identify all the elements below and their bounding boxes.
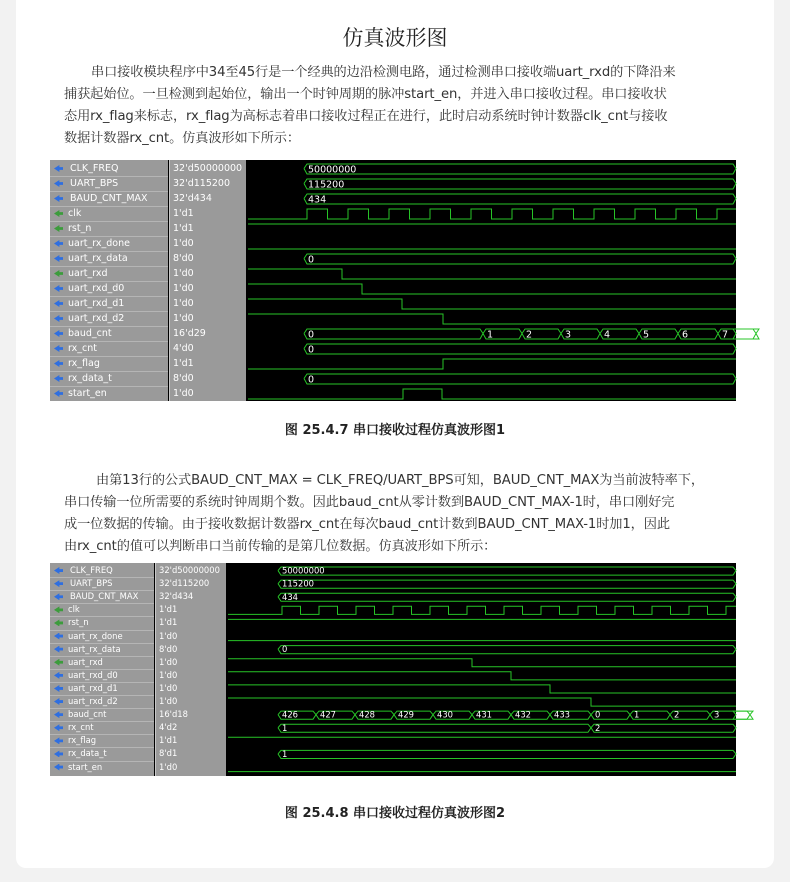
- bus-value-label: 4: [604, 329, 611, 341]
- bus-value-label: 2: [526, 329, 533, 341]
- signal-name: uart_rx_data: [68, 253, 128, 264]
- signal-name: uart_rx_done: [68, 238, 130, 249]
- bus-segment: [304, 329, 483, 339]
- bus-value-label: 4: [754, 709, 760, 720]
- bus-value-label: 434: [308, 194, 327, 206]
- signal-name: rx_data_t: [68, 373, 112, 384]
- signal-value: 32'd50000000: [173, 163, 243, 174]
- paragraph-1-line: 捕获起始位。一旦检测到起始位，输出一个时钟周期的脉冲start_en，并进入串口接收过程。串口接收状: [64, 87, 667, 102]
- signal-name: CLK_FREQ: [70, 163, 119, 174]
- signal-name: uart_rxd_d2: [68, 313, 125, 324]
- waveform-figure-2: [50, 563, 760, 776]
- signal-value: 32'd115200: [173, 178, 230, 189]
- bus-value-label: 427: [320, 709, 336, 720]
- bus-value-label: 2: [674, 709, 680, 720]
- signal-name: rst_n: [68, 223, 92, 234]
- bus-segment: [304, 374, 736, 384]
- bus-segment: [278, 750, 736, 758]
- bus-segment: [591, 724, 736, 732]
- signal-value: 1'd1: [173, 358, 194, 369]
- bus-value-label: 0: [282, 644, 288, 655]
- bus-value-label: 50000000: [282, 565, 325, 576]
- signal-trace: [228, 685, 736, 693]
- waveform-traces: [50, 160, 767, 401]
- signal-trace: [248, 389, 736, 399]
- signal-value: 1'd1: [159, 735, 178, 746]
- signal-value: 32'd434: [173, 193, 212, 204]
- signal-value: 1'd0: [173, 283, 194, 294]
- bus-value-label: 6: [682, 329, 689, 341]
- signal-value: 32'd434: [159, 591, 194, 602]
- signal-name: UART_BPS: [70, 178, 119, 189]
- signal-name: rx_cnt: [68, 722, 94, 733]
- signal-value: 1'd0: [173, 298, 194, 309]
- signal-value: 1'd0: [173, 268, 194, 279]
- signal-name: BAUD_CNT_MAX: [70, 591, 139, 602]
- bus-value-label: 2: [595, 722, 601, 733]
- signal-value: 8'd0: [173, 373, 194, 384]
- signal-name: baud_cnt: [68, 328, 112, 339]
- bus-value-label: 434: [282, 591, 298, 602]
- bus-value-label: 431: [476, 709, 492, 720]
- bus-value-label: 0: [308, 329, 315, 341]
- clk-trace: [228, 606, 736, 614]
- signal-value: 1'd0: [173, 238, 194, 249]
- signal-name: baud_cnt: [68, 709, 107, 720]
- bus-segment: [304, 344, 736, 354]
- bus-value-label: 430: [437, 709, 453, 720]
- paragraph-1: [64, 62, 736, 150]
- signal-value: 1'd1: [159, 604, 178, 615]
- signal-value: 1'd0: [159, 761, 178, 772]
- bus-segment: [304, 164, 736, 174]
- signal-value: 1'd0: [159, 669, 178, 680]
- signal-name: uart_rxd_d2: [68, 696, 118, 706]
- bus-value-label: 433: [554, 709, 570, 720]
- signal-name: uart_rx_data: [68, 643, 121, 654]
- signal-name: uart_rxd_d0: [68, 669, 118, 680]
- signal-trace: [248, 269, 736, 279]
- signal-value: 1'd0: [173, 313, 194, 324]
- figure-caption-1: 图 25.4.7 串口接收过程仿真波形图1: [284, 423, 506, 438]
- signal-name: uart_rx_done: [68, 630, 123, 641]
- paragraph-2-line: 串口传输一位所需要的系统时钟周期个数。因此baud_cnt从零计数到BAUD_CNT_MAX-1时，串口刚好完: [64, 495, 675, 510]
- signal-value: 8'd0: [173, 253, 194, 264]
- signal-name: clk: [68, 604, 80, 615]
- bus-value-label: 426: [282, 709, 298, 720]
- paragraph-1-line: 态用rx_flag来标志，rx_flag为高标志着串口接收过程正在进行，此时启动系统时钟计数器clk_cnt与接收: [64, 109, 668, 124]
- signal-trace: [248, 359, 736, 369]
- signal-name: rx_cnt: [68, 343, 97, 354]
- signal-trace: [228, 698, 736, 706]
- paragraph-2-line: 成一位数据的传输。由于接收数据计数器rx_cnt在每次baud_cnt计数到BAUD_CNT_MAX-1时加1，因此: [64, 517, 670, 532]
- paragraph-1-line: 数据计数器rx_cnt。仿真波形如下所示：: [64, 131, 300, 146]
- signal-value: 1'd0: [159, 656, 178, 667]
- bus-segment: [304, 194, 736, 204]
- signal-name: rx_flag: [68, 735, 97, 746]
- bus-value-label: 428: [359, 709, 375, 720]
- bus-value-label: 0: [308, 344, 315, 356]
- bus-value-label: 0: [308, 254, 315, 266]
- signal-name: start_en: [68, 761, 103, 772]
- bus-value-label: 3: [714, 709, 720, 720]
- signal-name: uart_rxd_d0: [68, 283, 125, 294]
- signal-value: 16'd29: [173, 328, 206, 339]
- paragraph-1-line: 串口接收模块程序中34至45行是一个经典的边沿检测电路，通过检测串口接收端uart_rxd的下降沿来: [91, 65, 676, 80]
- signal-value: 1'd0: [159, 630, 178, 641]
- signal-value: 4'd0: [173, 343, 194, 354]
- signal-name: UART_BPS: [70, 578, 113, 589]
- signal-value: 16'd18: [159, 709, 188, 720]
- signal-name: clk: [68, 208, 82, 219]
- signal-value: 8'd1: [159, 748, 178, 759]
- paragraph-2-line: 由第13行的公式BAUD_CNT_MAX = CLK_FREQ/UART_BPS可知，BAUD_CNT_MAX为当前波特率下，: [96, 473, 704, 488]
- bus-value-label: 8: [760, 329, 767, 341]
- signal-trace: [248, 284, 736, 294]
- bus-value-label: 3: [565, 329, 572, 341]
- signal-trace: [228, 672, 736, 680]
- signal-name: uart_rxd: [68, 656, 103, 667]
- signal-value: 1'd1: [173, 208, 194, 219]
- signal-trace: [228, 659, 736, 667]
- signal-value: 1'd1: [159, 617, 178, 628]
- signal-value: 1'd0: [173, 388, 194, 399]
- signal-name: CLK_FREQ: [70, 565, 113, 575]
- signal-name: rst_n: [68, 617, 89, 628]
- signal-name: uart_rxd_d1: [68, 682, 118, 693]
- clk-trace: [248, 209, 736, 219]
- signal-value: 1'd0: [159, 682, 178, 693]
- bus-segment: [278, 567, 736, 575]
- bus-segment: [304, 254, 736, 264]
- page-title: 仿真波形图: [342, 26, 448, 50]
- signal-value: 32'd50000000: [159, 565, 220, 575]
- signal-name: rx_flag: [68, 358, 100, 369]
- bus-value-label: 432: [515, 709, 531, 720]
- signal-value: 4'd2: [159, 722, 178, 733]
- bus-value-label: 5: [643, 329, 650, 341]
- bus-segment: [278, 724, 591, 732]
- signal-value: 8'd0: [159, 643, 178, 654]
- waveform-figure-1: [50, 160, 767, 401]
- signal-name: rx_data_t: [68, 748, 107, 759]
- bus-value-label: 50000000: [308, 164, 357, 176]
- bus-segment: [278, 593, 736, 601]
- signal-value: 1'd1: [173, 223, 194, 234]
- bus-segment: [304, 179, 736, 189]
- signal-name: BAUD_CNT_MAX: [70, 193, 148, 204]
- bus-value-label: 1: [282, 722, 288, 733]
- bus-segment: [278, 580, 736, 588]
- paragraph-2-line: 由rx_cnt的值可以判断串口当前传输的是第几位数据。仿真波形如下所示：: [64, 539, 497, 554]
- signal-trace: [248, 299, 736, 309]
- bus-value-label: 1: [634, 709, 640, 720]
- signal-value: 32'd115200: [159, 578, 210, 589]
- bus-value-label: 1: [282, 749, 288, 759]
- bus-value-label: 429: [398, 709, 414, 720]
- signal-name: start_en: [68, 388, 107, 399]
- paragraph-2: [64, 470, 736, 558]
- bus-value-label: 7: [722, 329, 729, 341]
- bus-value-label: 115200: [282, 578, 314, 589]
- bus-value-label: 1: [487, 329, 494, 341]
- bus-segment: [278, 646, 736, 654]
- figure-caption-2: 图 25.4.8 串口接收过程仿真波形图2: [284, 806, 506, 821]
- signal-value: 1'd0: [159, 696, 178, 706]
- bus-value-label: 0: [595, 709, 601, 720]
- bus-value-label: 115200: [308, 179, 345, 191]
- signal-name: uart_rxd_d1: [68, 298, 125, 309]
- signal-name: uart_rxd: [68, 268, 108, 279]
- waveform-traces: [50, 563, 760, 776]
- bus-value-label: 0: [308, 374, 315, 386]
- signal-trace: [248, 314, 736, 324]
